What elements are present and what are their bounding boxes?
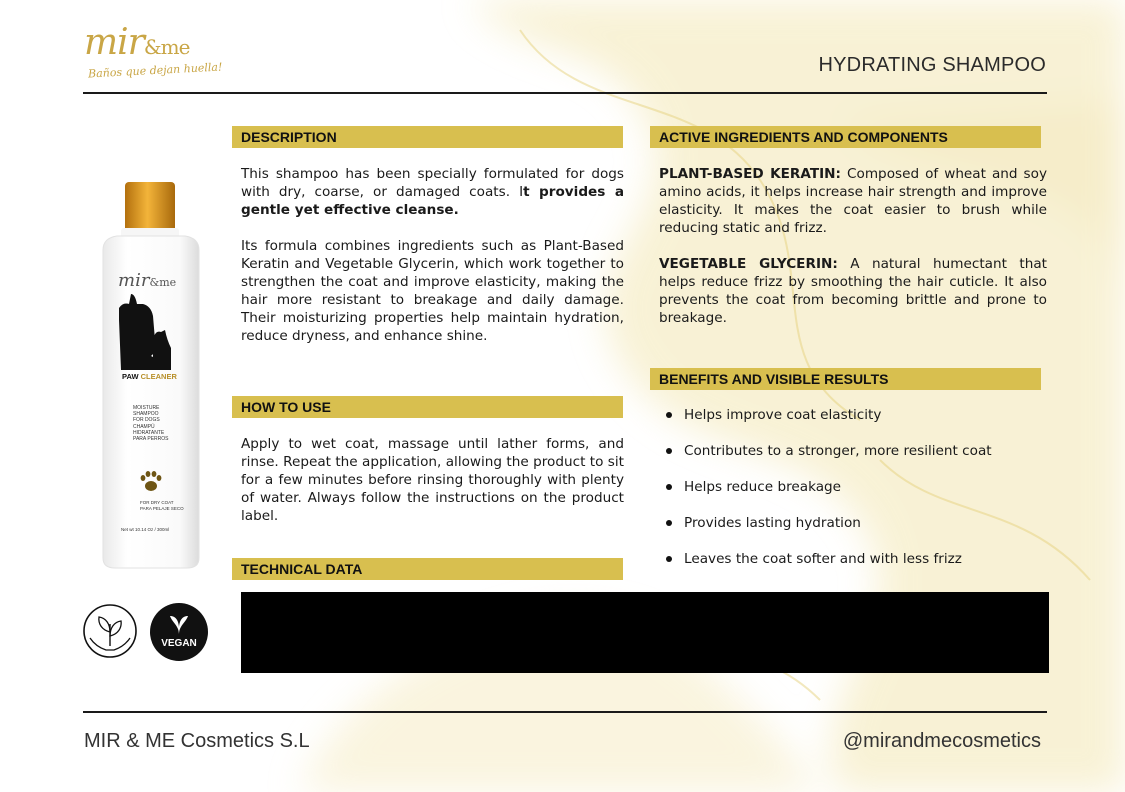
technical-data-block [241, 592, 1049, 673]
vegan-label: VEGAN [161, 638, 197, 649]
social-handle: @mirandmecosmetics [842, 730, 1041, 752]
bottle-brand: mir&me [118, 270, 177, 291]
technical-data-heading: TECHNICAL DATA [232, 558, 623, 580]
active-ingredients-section [659, 165, 1047, 327]
how-to-use-text: Apply to wet coat, massage until lather forms, and rinse. Repeat the application, allowing the product to sit for a few minutes before rinsing thoroughly with plenty of water. Always follow the instructions on the product label. [241, 436, 624, 524]
description-heading: DESCRIPTION [232, 126, 623, 148]
description-paragraph-2: Its formula combines ingredients such as Plant-Based Keratin and Vegetable Glycerin, which work together to strengthen the coat and improve elasticity, making the hair more resistant to breakage and daily damage. Their moisturizing properties help maintain hydration, reduce dryness, and enhance shine. [241, 238, 624, 344]
vegan-leaf-icon [167, 612, 191, 636]
bottle-product-name: PAW CLEANER [122, 372, 177, 381]
bottle-dry-coat: FOR DRY COAT PARA PELAJE SECO [140, 500, 184, 511]
how-to-use-heading: HOW TO USE [232, 396, 623, 418]
document-title: HYDRATING SHAMPOO [818, 54, 1046, 76]
benefits-list [659, 406, 1047, 586]
benefit-item: Helps reduce breakage [659, 478, 1047, 514]
ingredient-glycerin: VEGETABLE GLYCERIN: A natural humectant that helps reduce frizz by smoothing the hair cuticle. It also prevents the coat from becoming brittle and prone to breakage. [659, 256, 1047, 326]
brand-logo: mir&me [84, 22, 190, 63]
header-divider [83, 92, 1047, 94]
benefit-item: Leaves the coat softer and with less frizz [659, 550, 1047, 586]
bottle-description: MOISTURE SHAMPOO FOR DOGS CHAMPÚ HIDRATANTE PARA PERROS [133, 405, 169, 442]
bottle-net-weight: Net wt 10.14 Oz / 300ml [121, 527, 170, 532]
footer-divider [83, 711, 1047, 713]
description-section [241, 165, 624, 345]
vegan-badge [150, 603, 208, 661]
brand-tagline: Baños que dejan huella! [87, 60, 223, 81]
benefit-item: Helps improve coat elasticity [659, 406, 1047, 442]
benefit-item: Contributes to a stronger, more resilient coat [659, 442, 1047, 478]
ingredient-keratin: PLANT-BASED KERATIN: Composed of wheat and soy amino acids, it helps increase hair strength and improve elasticity. It makes the coat easier to brush while reducing static and frizz. [659, 166, 1047, 236]
benefits-heading: BENEFITS AND VISIBLE RESULTS [650, 368, 1041, 390]
company-name: MIR & ME Cosmetics S.L [84, 730, 310, 752]
benefit-item: Provides lasting hydration [659, 514, 1047, 550]
description-paragraph-1: This shampoo has been specially formulated for dogs with dry, coarse, or damaged coats. It provides a gentle yet effective cleanse. [241, 166, 624, 218]
active-ingredients-heading: ACTIVE INGREDIENTS AND COMPONENTS [650, 126, 1041, 148]
hands-plant-icon [82, 602, 138, 660]
